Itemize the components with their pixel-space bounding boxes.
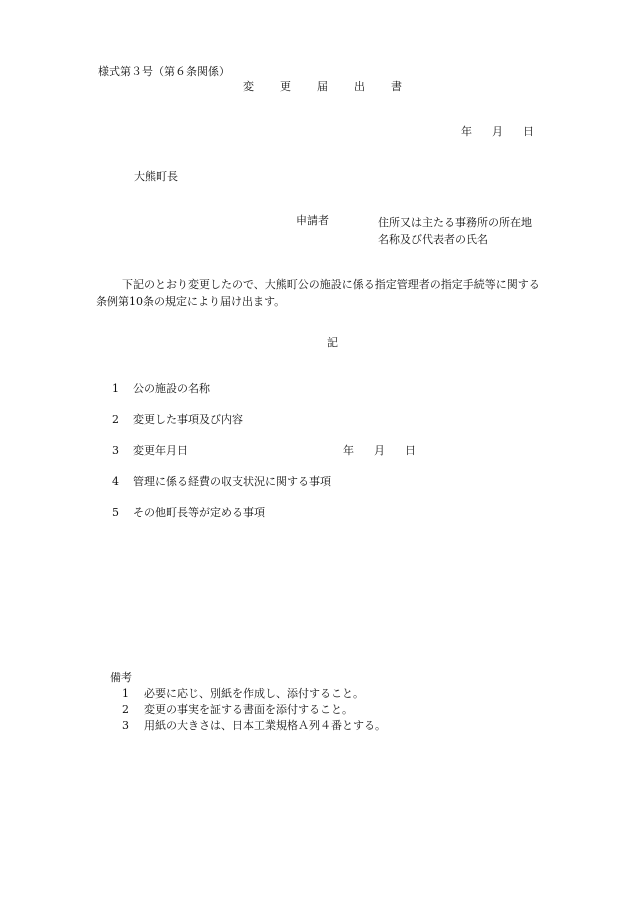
item-label: 公の施設の名称: [133, 382, 210, 395]
remark-text: 変更の事実を証する書面を添付すること。: [144, 703, 353, 716]
remark-text: 用紙の大きさは、日本工業規格Ａ列４番とする。: [144, 719, 386, 732]
form-number: 様式第３号（第６条関係）: [98, 65, 230, 78]
list-item: [112, 444, 188, 458]
body-line: 下記のとおり変更したので、大熊町公の施設に係る指定管理者の指定手続等に関する: [122, 278, 540, 291]
item-label: 変更年月日: [133, 444, 188, 457]
item-number: 3: [112, 444, 119, 457]
remark-number: 1: [122, 687, 129, 700]
date-month: 月: [492, 125, 503, 138]
date-day: 日: [523, 125, 534, 138]
date-day: 日: [405, 444, 416, 457]
list-item: [112, 506, 265, 520]
remarks-heading: 備考: [110, 671, 132, 684]
title-char: 書: [391, 80, 402, 93]
list-item: [112, 475, 331, 489]
item-label: 管理に係る経費の収支状況に関する事項: [133, 475, 331, 488]
body-line: 条例第10条の規定により届け出ます。: [96, 295, 286, 308]
date-year: 年: [343, 444, 354, 457]
addressee: 大熊町長: [134, 170, 178, 183]
change-date-line: [343, 444, 416, 458]
date-month: 月: [374, 444, 385, 457]
date-line: [461, 125, 534, 139]
body-text: [96, 276, 576, 310]
applicant-address-label: 住所又は主たる事務所の所在地: [378, 216, 532, 229]
title-char: 更: [280, 80, 291, 93]
remark-item: [122, 718, 386, 734]
applicant-label: 申請者: [296, 214, 329, 227]
title-char: 変: [243, 80, 254, 93]
remark-item: [122, 702, 386, 718]
remark-text: 必要に応じ、別紙を作成し、添付すること。: [144, 687, 364, 700]
remark-item: [122, 686, 386, 702]
applicant-details: [378, 214, 532, 248]
remarks-list: [122, 686, 386, 734]
list-item: [112, 413, 243, 427]
item-label: 変更した事項及び内容: [133, 413, 243, 426]
item-number: 4: [112, 475, 119, 488]
ki-heading: 記: [327, 336, 338, 349]
title-char: 出: [354, 80, 365, 93]
item-number: 5: [112, 506, 119, 519]
applicant-name-label: 名称及び代表者の氏名: [378, 233, 488, 246]
document-title: [243, 80, 402, 94]
remark-number: 2: [122, 703, 129, 716]
item-number: 1: [112, 382, 119, 395]
remark-number: 3: [122, 719, 129, 732]
list-item: [112, 382, 210, 396]
item-label: その他町長等が定める事項: [133, 506, 265, 519]
item-number: 2: [112, 413, 119, 426]
date-year: 年: [461, 125, 472, 138]
title-char: 届: [317, 80, 328, 93]
